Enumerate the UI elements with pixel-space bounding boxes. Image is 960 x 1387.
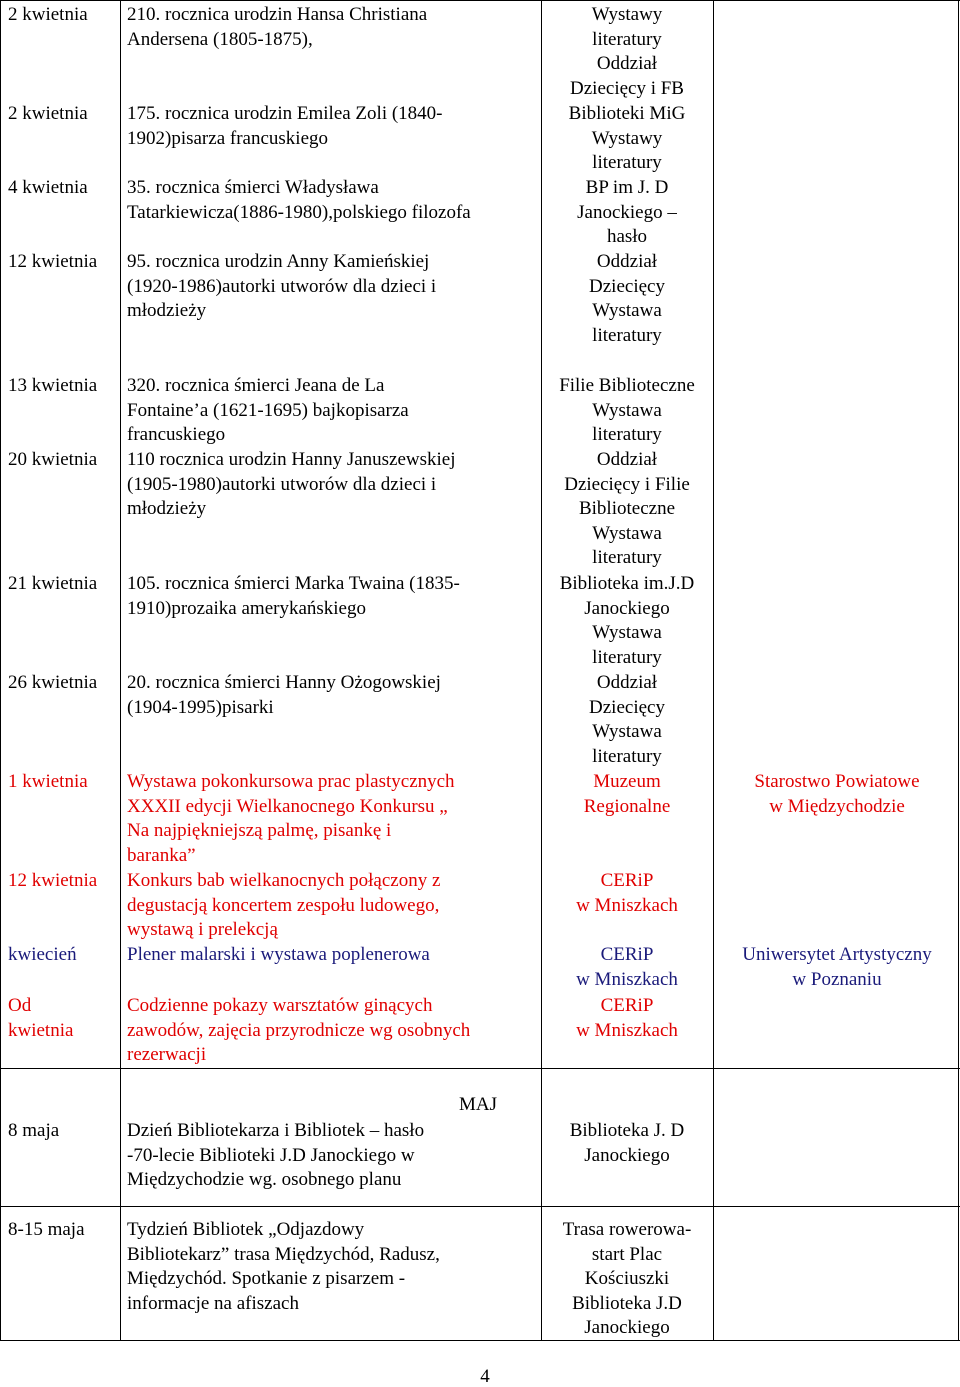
row-description: 210. rocznica urodzin Hansa Christiana Andersena (1805-1875), bbox=[127, 4, 428, 50]
column-divider bbox=[120, 0, 121, 1341]
row-place: Oddział Dziecięcy Wystawa literatury bbox=[589, 672, 665, 767]
row-place: CERiP w Mniszkach bbox=[576, 995, 678, 1041]
row-description: 320. rocznica śmierci Jeana de La Fontaine’a (1621-1695) bajkopisarza francuskiego bbox=[127, 375, 409, 446]
row-description: 110 rocznica urodzin Hanny Januszewskiej (1905-1980)autorki utworów dla dzieci i młodzieży bbox=[127, 449, 456, 520]
row-place: Trasa rowerowa- start Plac Kościuszki Biblioteka J.D Janockiego bbox=[562, 1219, 692, 1339]
row-description: 175. rocznica urodzin Emilea Zoli (1840- 1902)pisarza francuskiego bbox=[127, 103, 443, 149]
row-date: 2 kwietnia bbox=[8, 4, 88, 25]
table-border-left bbox=[0, 0, 1, 1341]
row-place: CERiP w Mniszkach bbox=[576, 944, 678, 990]
row-description: Plener malarski i wystawa poplenerowa bbox=[127, 944, 430, 965]
row-place: Oddział Dziecięcy Wystawa literatury bbox=[589, 251, 665, 346]
table-border-right bbox=[958, 0, 959, 1341]
row-date: 1 kwietnia bbox=[8, 771, 88, 792]
row-place: Biblioteki MiG Wystawy literatury bbox=[568, 103, 686, 174]
row-date: 2 kwietnia bbox=[8, 103, 88, 124]
row-partner: Starostwo Powiatowe w Międzychodzie bbox=[754, 771, 920, 817]
row-place: Muzeum Regionalne bbox=[583, 771, 671, 817]
row-place: Biblioteka J. D Janockiego bbox=[569, 1120, 685, 1166]
row-description: Tydzień Bibliotek „Odjazdowy Bibliotekarz” trasa Międzychód, Radusz, Międzychód. Spotkanie z pisarzem - informacje na afiszach bbox=[127, 1219, 440, 1314]
row-description: 35. rocznica śmierci Władysława Tatarkiewicza(1886-1980),polskiego filozofa bbox=[127, 177, 471, 223]
row-description: Dzień Bibliotekarza i Bibliotek – hasło -70-lecie Biblioteki J.D Janockiego w Międzychodzie wg. osobnego planu bbox=[127, 1120, 425, 1191]
row-date: 8-15 maja bbox=[8, 1219, 85, 1240]
row-divider bbox=[0, 1068, 960, 1069]
row-place: BP im J. D Janockiego – hasło bbox=[577, 177, 677, 248]
table-border-top bbox=[0, 0, 960, 1]
row-description: 95. rocznica urodzin Anny Kamieńskiej (1920-1986)autorki utworów dla dzieci i młodzieży bbox=[127, 251, 437, 322]
row-date: kwiecień bbox=[8, 944, 77, 965]
month-heading: MAJ bbox=[459, 1094, 498, 1115]
row-place: Biblioteka im.J.D Janockiego Wystawa literatury bbox=[559, 573, 695, 668]
row-date: 4 kwietnia bbox=[8, 177, 88, 198]
row-date: 21 kwietnia bbox=[8, 573, 98, 594]
row-date: 12 kwietnia bbox=[8, 251, 98, 272]
row-date: 12 kwietnia bbox=[8, 870, 98, 891]
row-description: 105. rocznica śmierci Marka Twaina (1835- 1910)prozaika amerykańskiego bbox=[127, 573, 460, 619]
table-border-bottom bbox=[0, 1340, 960, 1341]
row-date: 20 kwietnia bbox=[8, 449, 98, 470]
row-place: CERiP w Mniszkach bbox=[576, 870, 678, 916]
row-place: Oddział Dziecięcy i Filie Biblioteczne Wystawa literatury bbox=[564, 449, 690, 569]
row-place: Wystawy literatury Oddział Dziecięcy i FB bbox=[570, 4, 684, 99]
row-description: Konkurs bab wielkanocnych połączony z degustacją koncertem zespołu ludowego, wystawą i prelekcją bbox=[127, 870, 441, 941]
row-date: 8 maja bbox=[8, 1120, 60, 1141]
row-date: 26 kwietnia bbox=[8, 672, 98, 693]
row-description: Wystawa pokonkursowa prac plastycznych XXXII edycji Wielkanocnego Konkursu „ Na najpiękniejszą palmę, pisankę i baranka” bbox=[127, 771, 455, 866]
row-divider bbox=[0, 1206, 960, 1207]
row-description: 20. rocznica śmierci Hanny Ożogowskiej (1904-1995)pisarki bbox=[127, 672, 441, 718]
row-description: Codzienne pokazy warsztatów ginących zawodów, zajęcia przyrodnicze wg osobnych rezerwacji bbox=[127, 995, 471, 1066]
column-divider bbox=[713, 0, 714, 1341]
row-partner: Uniwersytet Artystyczny w Poznaniu bbox=[742, 944, 932, 990]
row-date: 13 kwietnia bbox=[8, 375, 98, 396]
page-number: 4 bbox=[480, 1366, 490, 1387]
row-date: Od kwietnia bbox=[8, 995, 74, 1041]
row-place: Filie Biblioteczne Wystawa literatury bbox=[559, 375, 695, 446]
